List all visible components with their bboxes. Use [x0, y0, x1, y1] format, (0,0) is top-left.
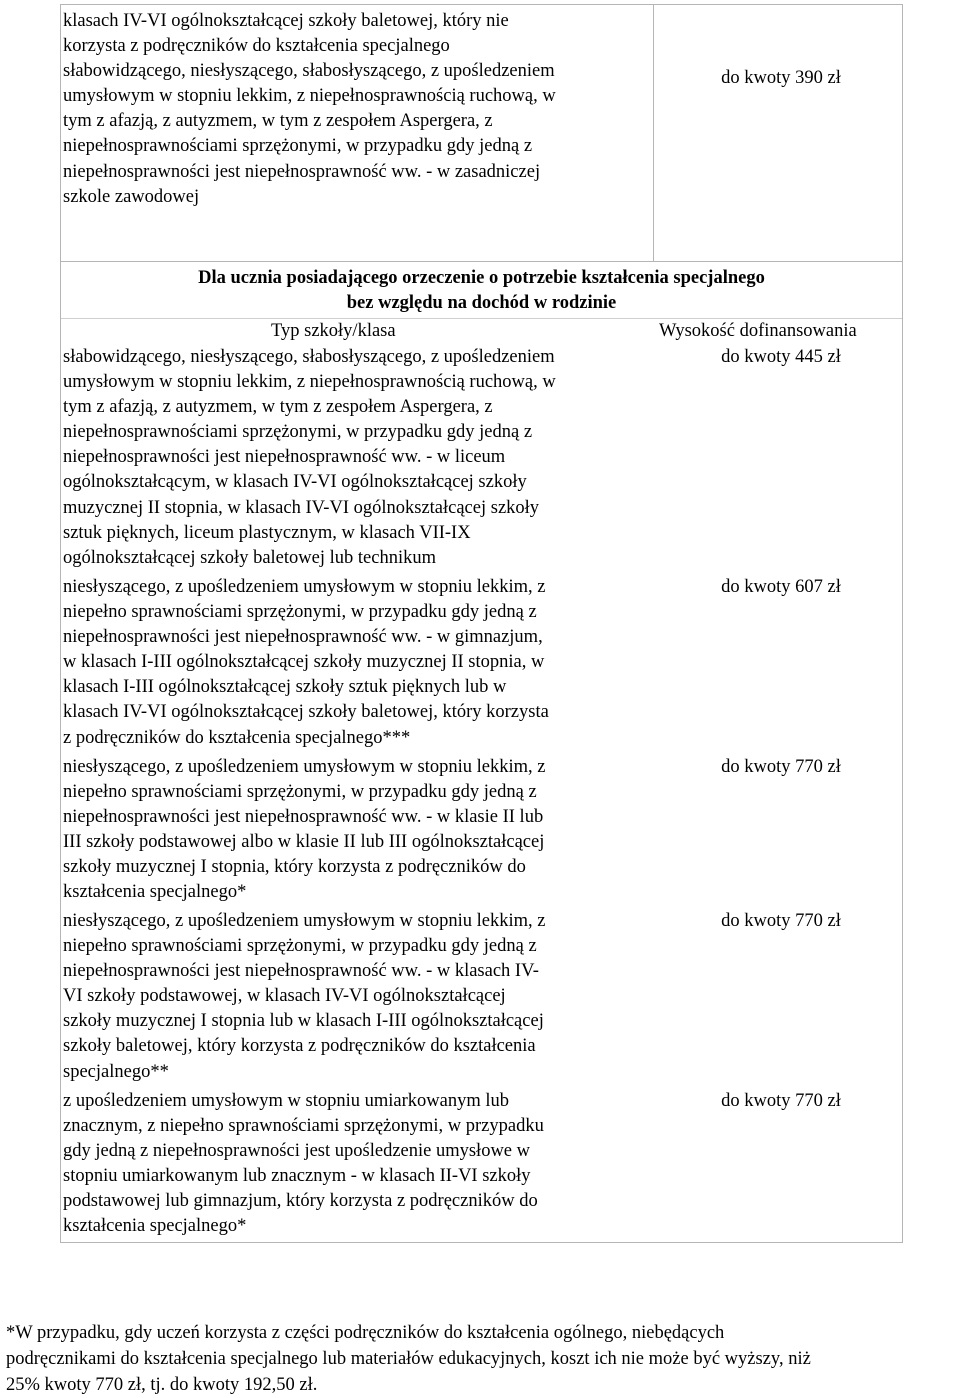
row-description: klasach IV-VI ogólnokształcącej szkoły baletowej, który nie korzysta z podręczników do kształcenia specjalnego słabowidzącego, niesłyszącego, słabosłyszącego, z upośledzeniem umysłowym w stopniu lekkim, z niepełnosprawnością ruchową, w tym z afazją, z autyzmem, w tym z zespołem Aspergera, z niepełnosprawnościami sprzężonymi, w przypadku gdy jedną z niepełnosprawności jest niepełnosprawność ww. - w zasadniczej szkole zawodowej: [63, 11, 556, 207]
table-row-amount: do kwoty 770 zł: [721, 1091, 841, 1111]
column-header-type: Typ szkoły/klasa: [271, 321, 396, 341]
main-table: [60, 262, 903, 1243]
table-row-description: niesłyszącego, z upośledzeniem umysłowym w stopniu lekkim, z niepełno sprawnościami sprzężonymi, w przypadku gdy jedną z niepełnosprawności jest niepełnosprawność ww. - w gimnazjum, w klasach I-III ogólnokształcącej szkoły muzycznej II stopnia, w klasach I-III ogólnokształcącej szkoły sztuk pięknych lub w klasach IV-VI ogólnokształcącej szkoły baletowej, który korzysta z podręczników do kształcenia specjalnego***: [63, 577, 549, 748]
table-row-description: słabowidzącego, niesłyszącego, słabosłyszącego, z upośledzeniem umysłowym w stopniu lekkim, z niepełnosprawnością ruchową, w tym z afazją, z autyzmem, w tym z zespołem Aspergera, z niepełnosprawnościami sprzężonymi, w przypadku gdy jedną z niepełnosprawności jest niepełnosprawność ww. - w liceum ogólnokształcącym, w klasach IV-VI ogólnokształcącej szkoły muzycznej II stopnia, w klasach IV-VI ogólnokształcącej szkoły sztuk pięknych, liceum plastycznym, w klasach VII-IX ogólnokształcącej szkoły baletowej lub technikum: [63, 347, 556, 568]
table-row-amount: do kwoty 445 zł: [721, 347, 841, 367]
top-description-cell: [61, 5, 654, 261]
table-row-amount: do kwoty 770 zł: [721, 757, 841, 777]
table-row-description: z upośledzeniem umysłowym w stopniu umiarkowanym lub znacznym, z niepełno sprawnościami sprzężonymi, w przypadku gdy jedną z niepełnosprawności jest upośledzenie umysłowe w stopniu umiarkowanym lub znacznym - w klasach II-VI szkoły podstawowej lub gimnazjum, który korzysta z podręczników do kształcenia specjalnego*: [63, 1091, 544, 1237]
table-row-description: niesłyszącego, z upośledzeniem umysłowym w stopniu lekkim, z niepełno sprawnościami sprzężonymi, w przypadku gdy jedną z niepełnosprawności jest niepełnosprawność ww. - w klasach IV- VI szkoły podstawowej, w klasach IV-VI ogólnokształcącej szkoły muzycznej I stopnia lub w klasach I-III ogólnokształcącej szkoły baletowej, który korzysta z podręczników do kształcenia specjalnego**: [63, 911, 546, 1082]
footnote: *W przypadku, gdy uczeń korzysta z części podręczników do kształcenia ogólnego, niebędących podręcznikami do kształcenia specjalnego lub materiałów edukacyjnych, koszt ich nie może być wyższy, niż 25% kwoty 770 zł, tj. do kwoty 192,50 zł.: [6, 1323, 811, 1395]
top-table: [60, 4, 903, 262]
table-row-amount: do kwoty 607 zł: [721, 577, 841, 597]
table-row-description: niesłyszącego, z upośledzeniem umysłowym w stopniu lekkim, z niepełno sprawnościami sprzężonymi, w przypadku gdy jedną z niepełnosprawności jest niepełnosprawność ww. - w klasie II lub III szkoły podstawowej albo w klasie II lub III ogólnokształcącej szkoły muzycznej I stopnia, który korzysta z podręczników do kształcenia specjalnego*: [63, 757, 546, 903]
table-subtitle: bez względu na dochód w rodzinie: [346, 293, 617, 313]
table-row-amount: do kwoty 770 zł: [721, 911, 841, 931]
column-header-amount: Wysokość dofinansowania: [659, 321, 857, 341]
top-amount-cell: [654, 5, 902, 261]
row-amount: do kwoty 390 zł: [721, 68, 841, 88]
table-title: Dla ucznia posiadającego orzeczenie o potrzebie kształcenia specjalnego: [198, 268, 765, 288]
